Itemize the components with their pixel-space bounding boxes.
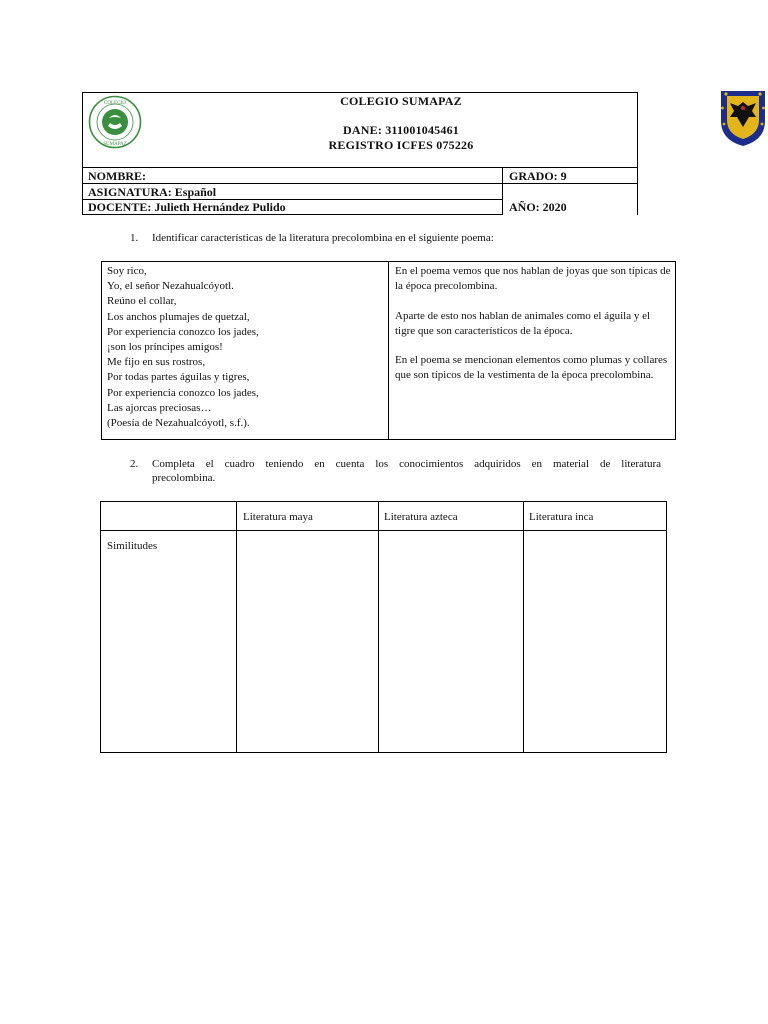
asignatura-label: ASIGNATURA: Español <box>88 185 217 199</box>
cell-inca-similitudes[interactable] <box>524 531 666 752</box>
dane-code: DANE: 311001045461 <box>343 123 459 137</box>
logo-text-top: COLEGIO <box>104 101 126 106</box>
answer-paragraph: En el poema se mencionan elementos como plumas y collares que son típicos de la vestimenta de la época precolombina. <box>395 354 668 381</box>
docente-label: DOCENTE: Julieth Hernández Pulido <box>88 200 286 214</box>
school-name: COLEGIO SUMAPAZ <box>340 94 462 108</box>
poem-line: (Poesía de Nezahualcóyotl, s.f.). <box>107 417 250 430</box>
city-crest-icon <box>718 88 768 148</box>
cell-azteca-similitudes[interactable] <box>379 531 523 752</box>
poem-text <box>107 264 383 431</box>
question-1-text: Identificar características de la literatura precolombina en el siguiente poema: <box>152 232 494 244</box>
registro-icfes: REGISTRO ICFES 075226 <box>328 138 474 152</box>
school-logo <box>88 95 142 149</box>
grado-label: GRADO: 9 <box>509 169 567 183</box>
poem-line: Soy rico, <box>107 265 147 277</box>
question-2-number: 2. <box>130 458 139 470</box>
poem-line: Las ajorcas preciosas… <box>107 401 212 414</box>
header-table <box>82 92 638 215</box>
question-2-line-2: precolombina. <box>152 472 216 484</box>
poem-line: Por experiencia conozco los jades, <box>107 386 259 399</box>
question-1-number: 1. <box>130 232 139 244</box>
poem-line: ¡son los príncipes amigos! <box>107 341 223 354</box>
column-header-azteca: Literatura azteca <box>384 511 458 523</box>
header-border-left <box>82 92 83 215</box>
poem-line: Por todas partes águilas y tigres, <box>107 371 250 384</box>
question-2-line-1: Completa el cuadro teniendo en cuenta los conocimientos adquiridos en material de literatura <box>152 458 661 470</box>
cell-maya-similitudes[interactable] <box>237 531 378 752</box>
answer-text <box>395 264 671 398</box>
poem-line: Los anchos plumajes de quetzal, <box>107 310 250 323</box>
row-label-similitudes: Similitudes <box>107 540 158 552</box>
poem-line: Reúno el collar, <box>107 295 177 308</box>
column-header-maya: Literatura maya <box>243 511 313 523</box>
poem-line: Yo, el señor Nezahualcóyotl. <box>107 280 234 293</box>
nombre-label: NOMBRE: <box>88 169 146 183</box>
answer-paragraph: En el poema vemos que nos hablan de joyas que son típicas de la época precolombina. <box>395 265 671 292</box>
anio-label: AÑO: 2020 <box>509 200 567 214</box>
logo-text-bottom: SUMAPAZ <box>103 142 127 147</box>
header-border-right <box>637 92 638 215</box>
poem-line: Por experiencia conozco los jades, <box>107 325 259 338</box>
poem-line: Me fijo en sus rostros, <box>107 356 206 369</box>
header-divider <box>502 167 503 215</box>
comparison-table <box>100 501 667 753</box>
poem-table-divider <box>388 262 389 439</box>
header-border-top <box>82 92 638 93</box>
answer-paragraph: Aparte de esto nos hablan de animales como el águila y el tigre que son característicos de la época. <box>395 309 651 337</box>
header-divider <box>82 167 638 168</box>
poem-table <box>101 261 676 440</box>
column-header-inca: Literatura inca <box>529 511 594 523</box>
